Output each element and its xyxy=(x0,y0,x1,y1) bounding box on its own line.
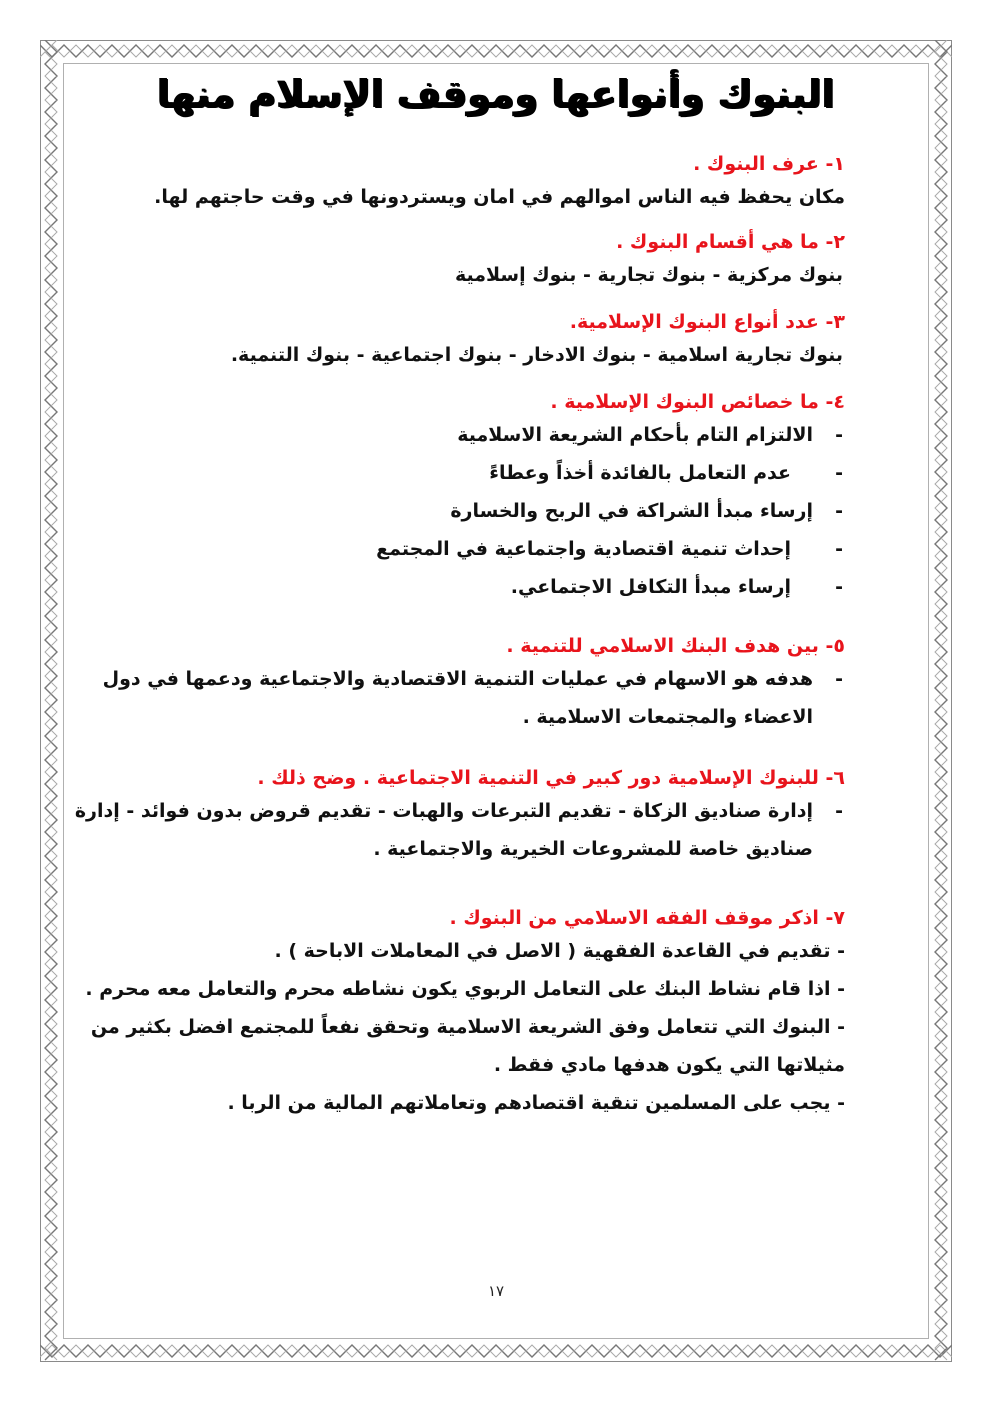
question-2: ٢- ما هي أقسام البنوك . xyxy=(616,231,845,253)
question-1: ١- عرف البنوك . xyxy=(693,153,845,175)
answer-2: بنوك مركزية - بنوك تجارية - بنوك إسلامية xyxy=(454,264,843,286)
list-item: - عدم التعامل بالفائدة أخذاً وعطاءً xyxy=(489,462,843,484)
question-3: ٣- عدد أنواع البنوك الإسلامية. xyxy=(569,311,845,333)
page-title: البنوك وأنواعها وموقف الإسلام منها xyxy=(157,72,835,116)
section-1 xyxy=(90,150,845,216)
answer-6: - إدارة صناديق الزكاة - تقديم التبرعات والهبات - تقديم قروض بدون فوائد - إدارة صناديق خاصة للمشروعات الخيرية والاجتماعية . xyxy=(74,800,843,860)
section-5 xyxy=(90,632,845,736)
list-item: - إرساء مبدأ الشراكة في الربح والخسارة xyxy=(450,500,843,522)
section-6 xyxy=(74,764,845,868)
answer-3: بنوك تجارية اسلامية - بنوك الادخار - بنوك اجتماعية - بنوك التنمية. xyxy=(230,344,843,366)
list-item: - إحداث تنمية اقتصادية واجتماعية في المجتمع xyxy=(376,538,843,560)
section-7 xyxy=(30,904,845,1122)
question-6: ٦- للبنوك الإسلامية دور كبير في التنمية الاجتماعية . وضح ذلك . xyxy=(257,767,845,789)
section-4 xyxy=(90,388,845,606)
fiqh-line: - تقديم في القاعدة الفقهية ( الاصل في المعاملات الاباحة ) . xyxy=(274,940,845,962)
section-2 xyxy=(90,228,845,294)
section-3 xyxy=(90,308,845,374)
fiqh-line: - البنوك التي تتعامل وفق الشريعة الاسلامية وتحقق نفعاً للمجتمع افضل بكثير من مثيلاتها التي يكون هدفها مادي فقط . xyxy=(90,1016,845,1076)
fiqh-line: - اذا قام نشاط البنك على التعامل الربوي يكون نشاطه محرم والتعامل معه محرم . xyxy=(85,978,845,1000)
page-number: ١٧ xyxy=(487,1282,505,1300)
answer-1: مكان يحفظ فيه الناس اموالهم في امان ويستردونها في وقت حاجتهم لها. xyxy=(154,186,845,208)
list-item: - الالتزام التام بأحكام الشريعة الاسلامية xyxy=(457,424,843,446)
answer-5: - هدفه هو الاسهام في عمليات التنمية الاقتصادية والاجتماعية ودعمها في دول الاعضاء والمجتمعات الاسلامية . xyxy=(102,668,843,728)
document-body xyxy=(74,150,845,1122)
fiqh-line: - يجب على المسلمين تنقية اقتصادهم وتعاملاتهم المالية من الربا . xyxy=(227,1092,845,1114)
question-4: ٤- ما خصائص البنوك الإسلامية . xyxy=(550,391,845,413)
question-7: ٧- اذكر موقف الفقه الاسلامي من البنوك . xyxy=(449,907,845,929)
question-5: ٥- بين هدف البنك الاسلامي للتنمية . xyxy=(506,635,845,657)
characteristics-list xyxy=(90,416,845,606)
list-item: - إرساء مبدأ التكافل الاجتماعي. xyxy=(510,576,843,598)
